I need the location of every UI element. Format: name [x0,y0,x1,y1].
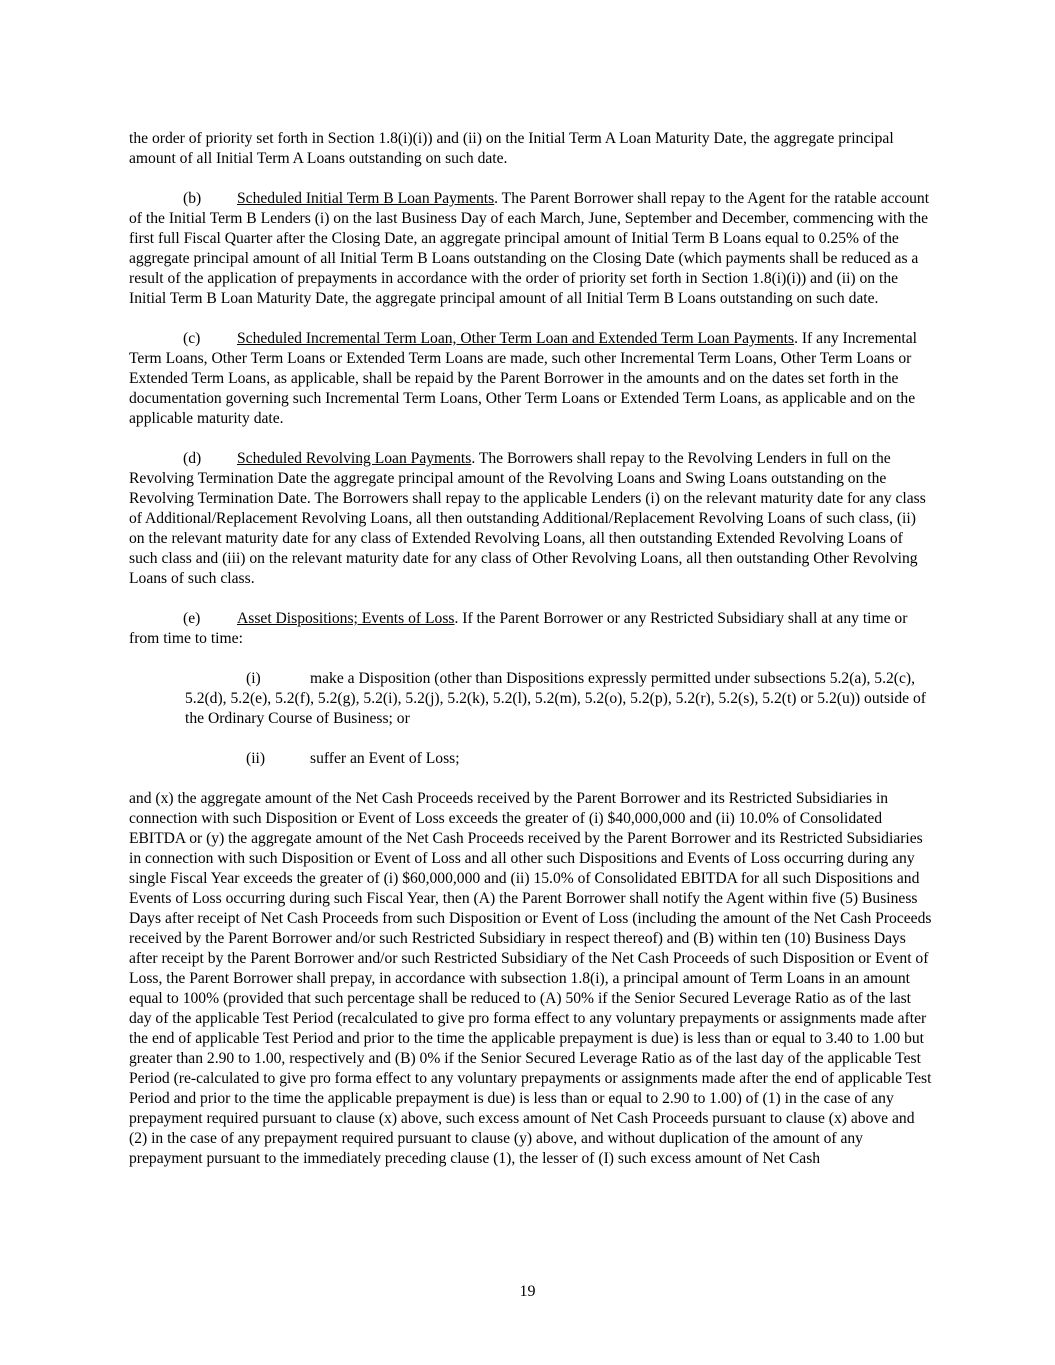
section-e-paragraph [129,609,933,649]
subitem-ii-label: (ii) [246,750,266,767]
section-b-heading: Scheduled Initial Term B Loan Payments [237,190,495,207]
subitem-ii-text: suffer an Event of Loss; [310,750,460,767]
subitem-i-label: (i) [246,670,261,687]
section-b-label: (b) [183,190,202,207]
closing-paragraph: and (x) the aggregate amount of the Net Cash Proceeds received by the Parent Borrower and its Restricted Subsidiaries in connection with such Disposition or Event of Loss exceeds the greater of (i) $40,000,000 and (ii) 10.0% of Consolidated EBITDA or (y) the aggregate amount of the Net Cash Proceeds received by the Parent Borrower and its Restricted Subsidiaries in connection with such Disposition or Event of Loss and all other such Dispositions and Events of Loss occurring during any single Fiscal Year exceeds the greater of (i) $60,000,000 and (ii) 15.0% of Consolidated EBITDA for all such Dispositions and Events of Loss occurring during such Fiscal Year, then (A) the Parent Borrower shall notify the Agent within five (5) Business Days after receipt of Net Cash Proceeds from such Disposition or Event of Loss (including the amount of the Net Cash Proceeds received by the Parent Borrower and/or such Restricted Subsidiary in respect thereof) and (B) within ten (10) Business Days after receipt by the Parent Borrower and/or such Restricted Subsidiary of the Net Cash Proceeds of such Disposition or Event of Loss, the Parent Borrower shall prepay, in accordance with subsection 1.8(i), a principal amount of Term Loans in an amount equal to 100% (provided that such percentage shall be reduced to (A) 50% if the Senior Secured Leverage Ratio as of the last day of the applicable Test Period (recalculated to give pro forma effect to any voluntary prepayments or assignments made after the end of applicable Test Period and prior to the time the applicable prepayment is due) is less than or equal to 3.40 to 1.00 but greater than 2.90 to 1.00, respectively and (B) 0% if the Senior Secured Leverage Ratio as of the last day of the applicable Test Period (re-calculated to give pro forma effect to any voluntary prepayments or assignments made after the end of applicable Test Period and prior to the time the applicable prepayment is due) is less than or equal to 2.90 to 1.00) of (1) in the case of any prepayment required pursuant to clause (x) above, such excess amount of Net Cash Proceeds pursuant to clause (x) above and (2) in the case of any prepayment required pursuant to clause (y) above, and without duplication of the amount of any prepayment pursuant to the immediately preceding clause (1), the lesser of (I) such excess amount of Net Cash [129,790,932,1167]
section-e-heading: Asset Dispositions; Events of Loss [237,610,455,627]
subitem-ii-paragraph [185,749,933,769]
continuation-paragraph: the order of priority set forth in Section 1.8(i)(i)) and (ii) on the Initial Term A Loan Maturity Date, the aggregate principal amount of all Initial Term A Loans outstanding on such date. [129,130,894,167]
section-d-label: (d) [183,450,202,467]
section-e-body: . If the Parent Borrower or any Restricted Subsidiary shall at any time or from time to time: [129,610,908,647]
section-d-body: . The Borrowers shall repay to the Revolving Lenders in full on the Revolving Termination Date the aggregate principal amount of the Revolving Loans and Swing Loans outstanding on the Revolving Termination Date. The Borrowers shall repay to the applicable Lenders (i) on the relevant maturity date for any class of Additional/Replacement Revolving Loans, all then outstanding Additional/Replacement Revolving Loans of such class, (ii) on the relevant maturity date for any class of Extended Revolving Loans, all then outstanding Extended Revolving Loans of such class and (iii) on the relevant maturity date for any class of Other Revolving Loans, all then outstanding Other Revolving Loans of such class. [129,450,926,587]
section-b-body: . The Parent Borrower shall repay to the Agent for the ratable account of the Initial Term B Lenders (i) on the last Business Day of each March, June, September and December, commencing with the first full Fiscal Quarter after the Closing Date, an aggregate principal amount of Initial Term B Loans equal to 0.25% of the aggregate principal amount of all Initial Term B Loans outstanding on the Closing Date (which payments shall be reduced as a result of the application of prepayments in accordance with the order of priority set forth in Section 1.8(i)(i)) and (ii) on the Initial Term B Loan Maturity Date, the aggregate principal amount of all Initial Term B Loans outstanding on such date. [129,190,930,307]
section-c-body: . If any Incremental Term Loans, Other Term Loans or Extended Term Loans are made, such other Incremental Term Loans, Other Term Loans or Extended Term Loans, as applicable, shall be repaid by the Parent Borrower in the amounts and on the dates set forth in the documentation governing such Incremental Term Loans, Other Term Loans or Extended Term Loans, as applicable and on the applicable maturity date. [129,330,918,427]
page-number: 19 [519,1283,536,1300]
section-c-paragraph [129,329,933,429]
subitem-i-text: make a Disposition (other than Dispositions expressly permitted under subsections 5.2(a), 5.2(c), 5.2(d), 5.2(e), 5.2(f), 5.2(g), 5.2(i), 5.2(j), 5.2(k), 5.2(l), 5.2(m), 5.2(o), 5.2(p), 5.2(r), 5.2(s), 5.2(t) or 5.2(u)) outside of the Ordinary Course of Business; or [185,670,926,727]
section-e-label: (e) [183,610,201,627]
section-b-paragraph [129,189,933,309]
document-page [129,129,933,1189]
section-c-heading: Scheduled Incremental Term Loan, Other Term Loan and Extended Term Loan Payments [237,330,795,347]
section-d-heading: Scheduled Revolving Loan Payments [237,450,472,467]
section-d-paragraph [129,449,933,589]
section-c-label: (c) [183,330,201,347]
subitem-i-paragraph [185,669,933,729]
